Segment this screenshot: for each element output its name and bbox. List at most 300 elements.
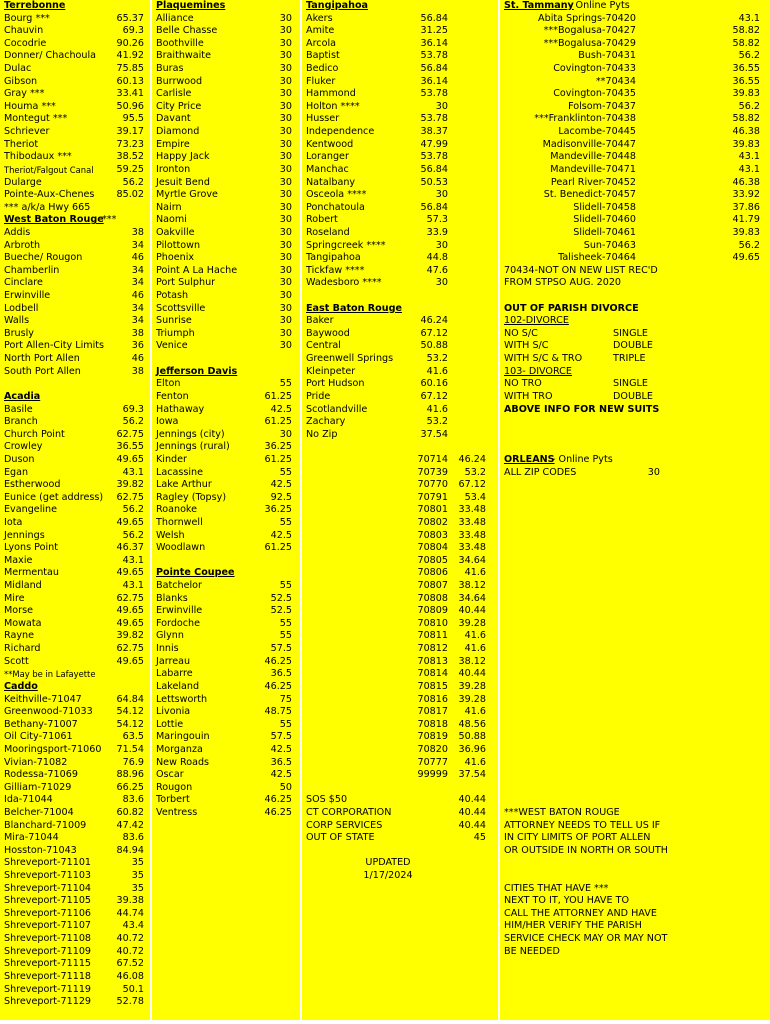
table-row (152, 303, 300, 316)
table-row (0, 50, 150, 63)
fee-value: 49.65 (116, 567, 144, 579)
place-name: Port Sulphur (156, 277, 216, 289)
zip-code: 70819 (417, 731, 448, 743)
table-row (500, 807, 770, 820)
table-row (0, 731, 150, 744)
fee-value: 83.6 (122, 832, 144, 844)
subheading: 103- DIVORCE (504, 365, 572, 377)
table-row (0, 467, 150, 480)
place-name: Burrwood (156, 75, 203, 87)
place-name: Blanchard-71009 (4, 819, 87, 831)
place-name: Basile (4, 403, 33, 415)
fee-value: 41.79 (732, 214, 760, 226)
fee-value: 36.14 (420, 37, 448, 49)
table-row (500, 290, 770, 303)
fee-value: 55 (279, 580, 292, 592)
place-name: Mandeville-70448 (550, 151, 636, 163)
table-row (500, 277, 770, 290)
table-row (500, 694, 770, 707)
table-row (152, 630, 300, 643)
table-row (500, 542, 770, 555)
place-name: Dulac (4, 63, 32, 75)
table-row (302, 277, 498, 290)
table-row (152, 101, 300, 114)
fee-value: 46.38 (732, 126, 760, 138)
fee-value: 44.8 (426, 252, 448, 264)
table-row (500, 366, 770, 379)
table-row (0, 404, 150, 417)
fee-value: 30 (279, 176, 292, 188)
fee-value: 58.82 (732, 25, 760, 37)
place-name: Fluker (306, 75, 336, 87)
place-name: Happy Jack (156, 151, 210, 163)
place-name: Mermentau (4, 567, 60, 579)
zip-code: 70739 (417, 466, 448, 478)
fee-value: 30 (279, 12, 292, 24)
table-row (500, 908, 770, 921)
fee-value: 36.96 (458, 743, 486, 755)
place-name: Independence (306, 126, 375, 138)
table-row (302, 240, 498, 253)
table-row (152, 656, 300, 669)
table-row (152, 189, 300, 202)
fee-value: 52.5 (270, 592, 292, 604)
table-row (0, 580, 150, 593)
place-name: Arbroth (4, 239, 41, 251)
fee-value: 38 (131, 226, 144, 238)
table-row (500, 630, 770, 643)
place-name: Greenwell Springs (306, 353, 394, 365)
place-name: Cocodrie (4, 37, 47, 49)
table-row (0, 895, 150, 908)
table-row (500, 681, 770, 694)
column-1 (0, 0, 150, 1020)
fee-value: 56.84 (420, 201, 448, 213)
section-heading: OUT OF PARISH DIVORCE (504, 302, 639, 314)
table-row (500, 353, 770, 366)
fee-value: 41.6 (464, 567, 486, 579)
table-row (302, 807, 498, 820)
fee-value: 30 (435, 189, 448, 201)
zip-code: 70816 (417, 693, 448, 705)
fee-value: 76.9 (122, 756, 144, 768)
table-row (500, 340, 770, 353)
table-row (500, 38, 770, 51)
place-name: Torbert (156, 794, 190, 806)
table-row (500, 820, 770, 833)
place-name: Maringouin (156, 731, 210, 743)
table-row (0, 593, 150, 606)
table-row (0, 454, 150, 467)
table-row (0, 769, 150, 782)
table-row (0, 870, 150, 883)
table-row (302, 593, 498, 606)
section-heading: ORLEANS (504, 453, 555, 465)
table-row (500, 113, 770, 126)
fee-value: 56.84 (420, 163, 448, 175)
table-row (302, 76, 498, 89)
fee-value: 30 (435, 277, 448, 289)
place-name: Lyons Point (4, 542, 58, 554)
fee-value: 30 (279, 126, 292, 138)
fee-value: 40.44 (458, 794, 486, 806)
table-row (500, 265, 770, 278)
place-name: Thornwell (156, 516, 203, 528)
table-row (302, 845, 498, 858)
fee-value: 58.82 (732, 37, 760, 49)
fee-value: 46.25 (264, 807, 292, 818)
table-row (0, 416, 150, 429)
fee-value: 50.1 (122, 983, 144, 995)
table-row (302, 404, 498, 417)
place-name: Montegut *** (4, 113, 68, 125)
fee-value: 65.37 (116, 12, 144, 24)
fee-value: 56.2 (122, 176, 144, 188)
note-text: HIM/HER VERIFY THE PARISH (504, 920, 642, 932)
place-name: Carlisle (156, 88, 192, 100)
table-row (0, 177, 150, 190)
table-row (500, 164, 770, 177)
fee-value: 40.44 (458, 605, 486, 617)
place-name: Slidell-70461 (573, 226, 636, 238)
table-row (302, 757, 498, 770)
zip-code: 70818 (417, 718, 448, 730)
fee-value: 43.1 (738, 12, 760, 24)
table-row (500, 794, 770, 807)
fee-value: 30 (279, 113, 292, 125)
fee-value: 53.2 (464, 466, 486, 478)
place-name: Kentwood (306, 138, 354, 150)
table-row (500, 88, 770, 101)
fee-value: 42.5 (270, 529, 292, 541)
fee-value: 53.4 (464, 491, 486, 503)
fee-value: 39.38 (116, 895, 144, 907)
fee-value: 88.96 (116, 769, 144, 781)
place-name: Lacassine (156, 466, 204, 478)
table-row (302, 555, 498, 568)
table-row (0, 492, 150, 505)
fee-value: 42.5 (270, 769, 292, 781)
table-row (500, 126, 770, 139)
fee-value: 46.25 (264, 794, 292, 806)
table-row (302, 139, 498, 152)
table-row (302, 618, 498, 631)
table-row (302, 492, 498, 505)
service-count: SINGLE (613, 327, 648, 339)
table-row (0, 530, 150, 543)
fee-value: 34 (131, 264, 144, 276)
fee-value: 40.72 (116, 945, 144, 957)
place-name: Pearl River-70452 (550, 176, 636, 188)
table-row (302, 164, 498, 177)
place-name: Arcola (306, 37, 336, 49)
place-name: Ironton (156, 163, 191, 175)
section-heading: Caddo (4, 680, 38, 692)
fee-value: 36.5 (270, 756, 292, 768)
table-row (152, 492, 300, 505)
table-row (152, 139, 300, 152)
zip-code: 70810 (417, 617, 448, 629)
table-row (500, 555, 770, 568)
table-row (0, 694, 150, 707)
table-row (500, 63, 770, 76)
fee-value: 39.82 (116, 479, 144, 491)
place-name: Erwinville (4, 290, 51, 302)
table-row (0, 555, 150, 568)
place-name: Houma *** (4, 100, 56, 112)
note-text: ABOVE INFO FOR NEW SUITS (504, 403, 660, 415)
place-name: Potash (156, 290, 189, 302)
table-row (302, 353, 498, 366)
zip-code: 70801 (417, 504, 448, 516)
table-row (152, 580, 300, 593)
fee-value: 36.14 (420, 75, 448, 87)
table-row (500, 782, 770, 795)
fee-value: 92.5 (270, 491, 292, 503)
place-name: Empire (156, 138, 190, 150)
table-row (302, 769, 498, 782)
zip-code: 70812 (417, 643, 448, 655)
table-row (152, 252, 300, 265)
place-name: Lake Arthur (156, 479, 212, 491)
fee-value: 54.12 (116, 706, 144, 718)
fee-value: 64.84 (116, 693, 144, 705)
place-name: Keithville-71047 (4, 693, 82, 705)
section-heading: Acadia (4, 390, 41, 402)
fee-value: 35 (131, 870, 144, 882)
table-row (152, 567, 300, 580)
zip-label: ALL ZIP CODES (504, 466, 577, 478)
place-name: Tangipahoa (306, 252, 361, 264)
table-row (500, 227, 770, 240)
table-row (0, 807, 150, 820)
divorce-type: WITH S/C (504, 340, 549, 352)
table-row (500, 618, 770, 631)
zip-code: 70802 (417, 516, 448, 528)
place-name: Tickfaw **** (306, 264, 365, 276)
table-row (500, 870, 770, 883)
fee-value: 39.28 (458, 693, 486, 705)
place-name: Kinder (156, 453, 187, 465)
table-row (0, 315, 150, 328)
table-row (0, 618, 150, 631)
place-name: Gilliam-71029 (4, 781, 72, 793)
fee-value: 56.2 (738, 50, 760, 62)
table-row (0, 782, 150, 795)
fee-value: 44.74 (116, 907, 144, 919)
service-count: SINGLE (613, 378, 648, 390)
service-count: DOUBLE (613, 390, 653, 402)
fee-value: 52.5 (270, 605, 292, 617)
fee-value: 46.38 (732, 176, 760, 188)
fee-value: 30 (279, 428, 292, 440)
place-name: Talisheek-70464 (558, 252, 636, 264)
place-name: Buras (156, 63, 184, 75)
zip-code: 70714 (417, 453, 448, 465)
fee-value: 50.88 (420, 340, 448, 352)
place-name: **May be in Lafayette (4, 669, 96, 680)
fee-value: 46.08 (116, 970, 144, 982)
fee-value: 63.5 (122, 731, 144, 743)
place-name: Walls (4, 315, 30, 327)
divorce-type: NO S/C (504, 327, 538, 339)
fee-value: 46.24 (458, 453, 486, 465)
table-row (302, 126, 498, 139)
table-row (500, 378, 770, 391)
fee-value: 50.96 (116, 100, 144, 112)
table-row (500, 517, 770, 530)
heading-note: - Online Pyts (569, 0, 630, 11)
fee-value: 83.6 (122, 794, 144, 806)
fee-value: 50 (279, 781, 292, 793)
table-row (500, 731, 770, 744)
divorce-type: WITH TRO (504, 390, 553, 402)
place-name: Innis (156, 643, 179, 655)
table-row (152, 126, 300, 139)
place-name: Folsom-70437 (568, 100, 636, 112)
fee-value: 30 (279, 327, 292, 339)
table-row (500, 240, 770, 253)
place-name: Shreveport-71118 (4, 970, 92, 982)
fee-value: 56.2 (122, 416, 144, 428)
place-name: Madisonville-70447 (542, 138, 636, 150)
table-row (152, 530, 300, 543)
place-name: Roseland (306, 226, 350, 238)
table-row (500, 845, 770, 858)
table-row (302, 25, 498, 38)
table-row (500, 404, 770, 417)
fee-value: 33.48 (458, 516, 486, 528)
note-text: ***WEST BATON ROUGE (504, 807, 620, 818)
section-heading: West Baton Rouge (4, 214, 104, 226)
place-name: Port Allen-City Limits (4, 340, 105, 352)
service-count: TRIPLE (613, 353, 646, 365)
fee-value: 50.88 (458, 731, 486, 743)
fee-value: 30 (279, 151, 292, 163)
fee-value: 39.82 (116, 630, 144, 642)
fee-value: 35 (131, 882, 144, 894)
fee-value: 60.16 (420, 378, 448, 390)
fee-value: 30 (279, 25, 292, 37)
table-row (152, 517, 300, 530)
note-text: CITIES THAT HAVE *** (504, 882, 609, 894)
fee-value: 30 (647, 466, 660, 478)
table-row (302, 567, 498, 580)
place-name: Shreveport-71101 (4, 857, 92, 869)
place-name: Baker (306, 315, 334, 327)
place-name: Crowley (4, 441, 43, 453)
place-name: Fordoche (156, 617, 201, 629)
table-row (0, 567, 150, 580)
divorce-type: NO TRO (504, 378, 542, 390)
place-name: Dularge (4, 176, 42, 188)
place-name: St. Benedict-70457 (543, 189, 636, 201)
place-name: Rougon (156, 781, 193, 793)
table-row (302, 794, 498, 807)
fee-value: 75 (279, 693, 292, 705)
fee-value: 55 (279, 617, 292, 629)
table-row (152, 315, 300, 328)
table-row (152, 164, 300, 177)
place-name: Midland (4, 580, 42, 592)
table-row (302, 265, 498, 278)
place-name: Labarre (156, 668, 193, 680)
table-row (0, 441, 150, 454)
table-row (0, 63, 150, 76)
table-row (302, 290, 498, 303)
table-row (302, 681, 498, 694)
place-name: Wadesboro **** (306, 277, 382, 289)
note-text: 70434-NOT ON NEW LIST REC'D (504, 264, 658, 276)
table-row (500, 479, 770, 492)
place-name: Scotlandville (306, 403, 368, 415)
fee-value: 30 (279, 37, 292, 49)
table-row (152, 214, 300, 227)
place-name: Elton (156, 378, 181, 390)
place-name: Scott (4, 655, 29, 667)
table-row (302, 88, 498, 101)
table-row (152, 618, 300, 631)
table-row (0, 605, 150, 618)
fee-value: 60.82 (116, 807, 144, 818)
table-row (0, 227, 150, 240)
fee-value: 30 (279, 239, 292, 251)
fee-value: 40.44 (458, 668, 486, 680)
fee-value: 69.3 (122, 403, 144, 415)
fee-value: 62.75 (116, 643, 144, 655)
table-row (152, 0, 300, 13)
table-row (152, 731, 300, 744)
place-name: Covington-70435 (553, 88, 636, 100)
table-row (500, 593, 770, 606)
place-name: Bueche/ Rougon (4, 252, 83, 264)
table-row (302, 504, 498, 517)
table-row (0, 391, 150, 404)
fee-value: 40.44 (458, 819, 486, 831)
place-name: Egan (4, 466, 29, 478)
fee-value: 30 (279, 302, 292, 314)
place-name: Triumph (156, 327, 195, 339)
table-row (500, 933, 770, 946)
section-heading: Pointe Coupee (156, 567, 235, 579)
place-name: Hathaway (156, 403, 205, 415)
fee-value: 36.55 (732, 63, 760, 75)
fee-value: 60.13 (116, 75, 144, 87)
fee-value: 67.12 (420, 327, 448, 339)
fee-value: 53.2 (426, 353, 448, 365)
table-row (500, 328, 770, 341)
fee-value: 41.6 (464, 756, 486, 768)
table-row (152, 340, 300, 353)
place-name: Theriot (4, 138, 39, 150)
place-name: Hammond (306, 88, 356, 100)
zip-code: 70777 (417, 756, 448, 768)
fee-value: 38.12 (458, 655, 486, 667)
fee-value: 37.86 (732, 201, 760, 213)
table-row (0, 681, 150, 694)
place-name: Blanks (156, 592, 188, 604)
zip-code: 70804 (417, 542, 448, 554)
table-row (302, 857, 498, 870)
table-row (0, 706, 150, 719)
place-name: Jennings (rural) (156, 441, 230, 453)
fee-value: 46 (131, 252, 144, 264)
fee-value: 33.48 (458, 504, 486, 516)
fee-value: 30 (279, 290, 292, 302)
place-name: **70434 (595, 75, 636, 87)
table-row (152, 13, 300, 26)
section-heading: Jefferson Davis (156, 365, 238, 377)
